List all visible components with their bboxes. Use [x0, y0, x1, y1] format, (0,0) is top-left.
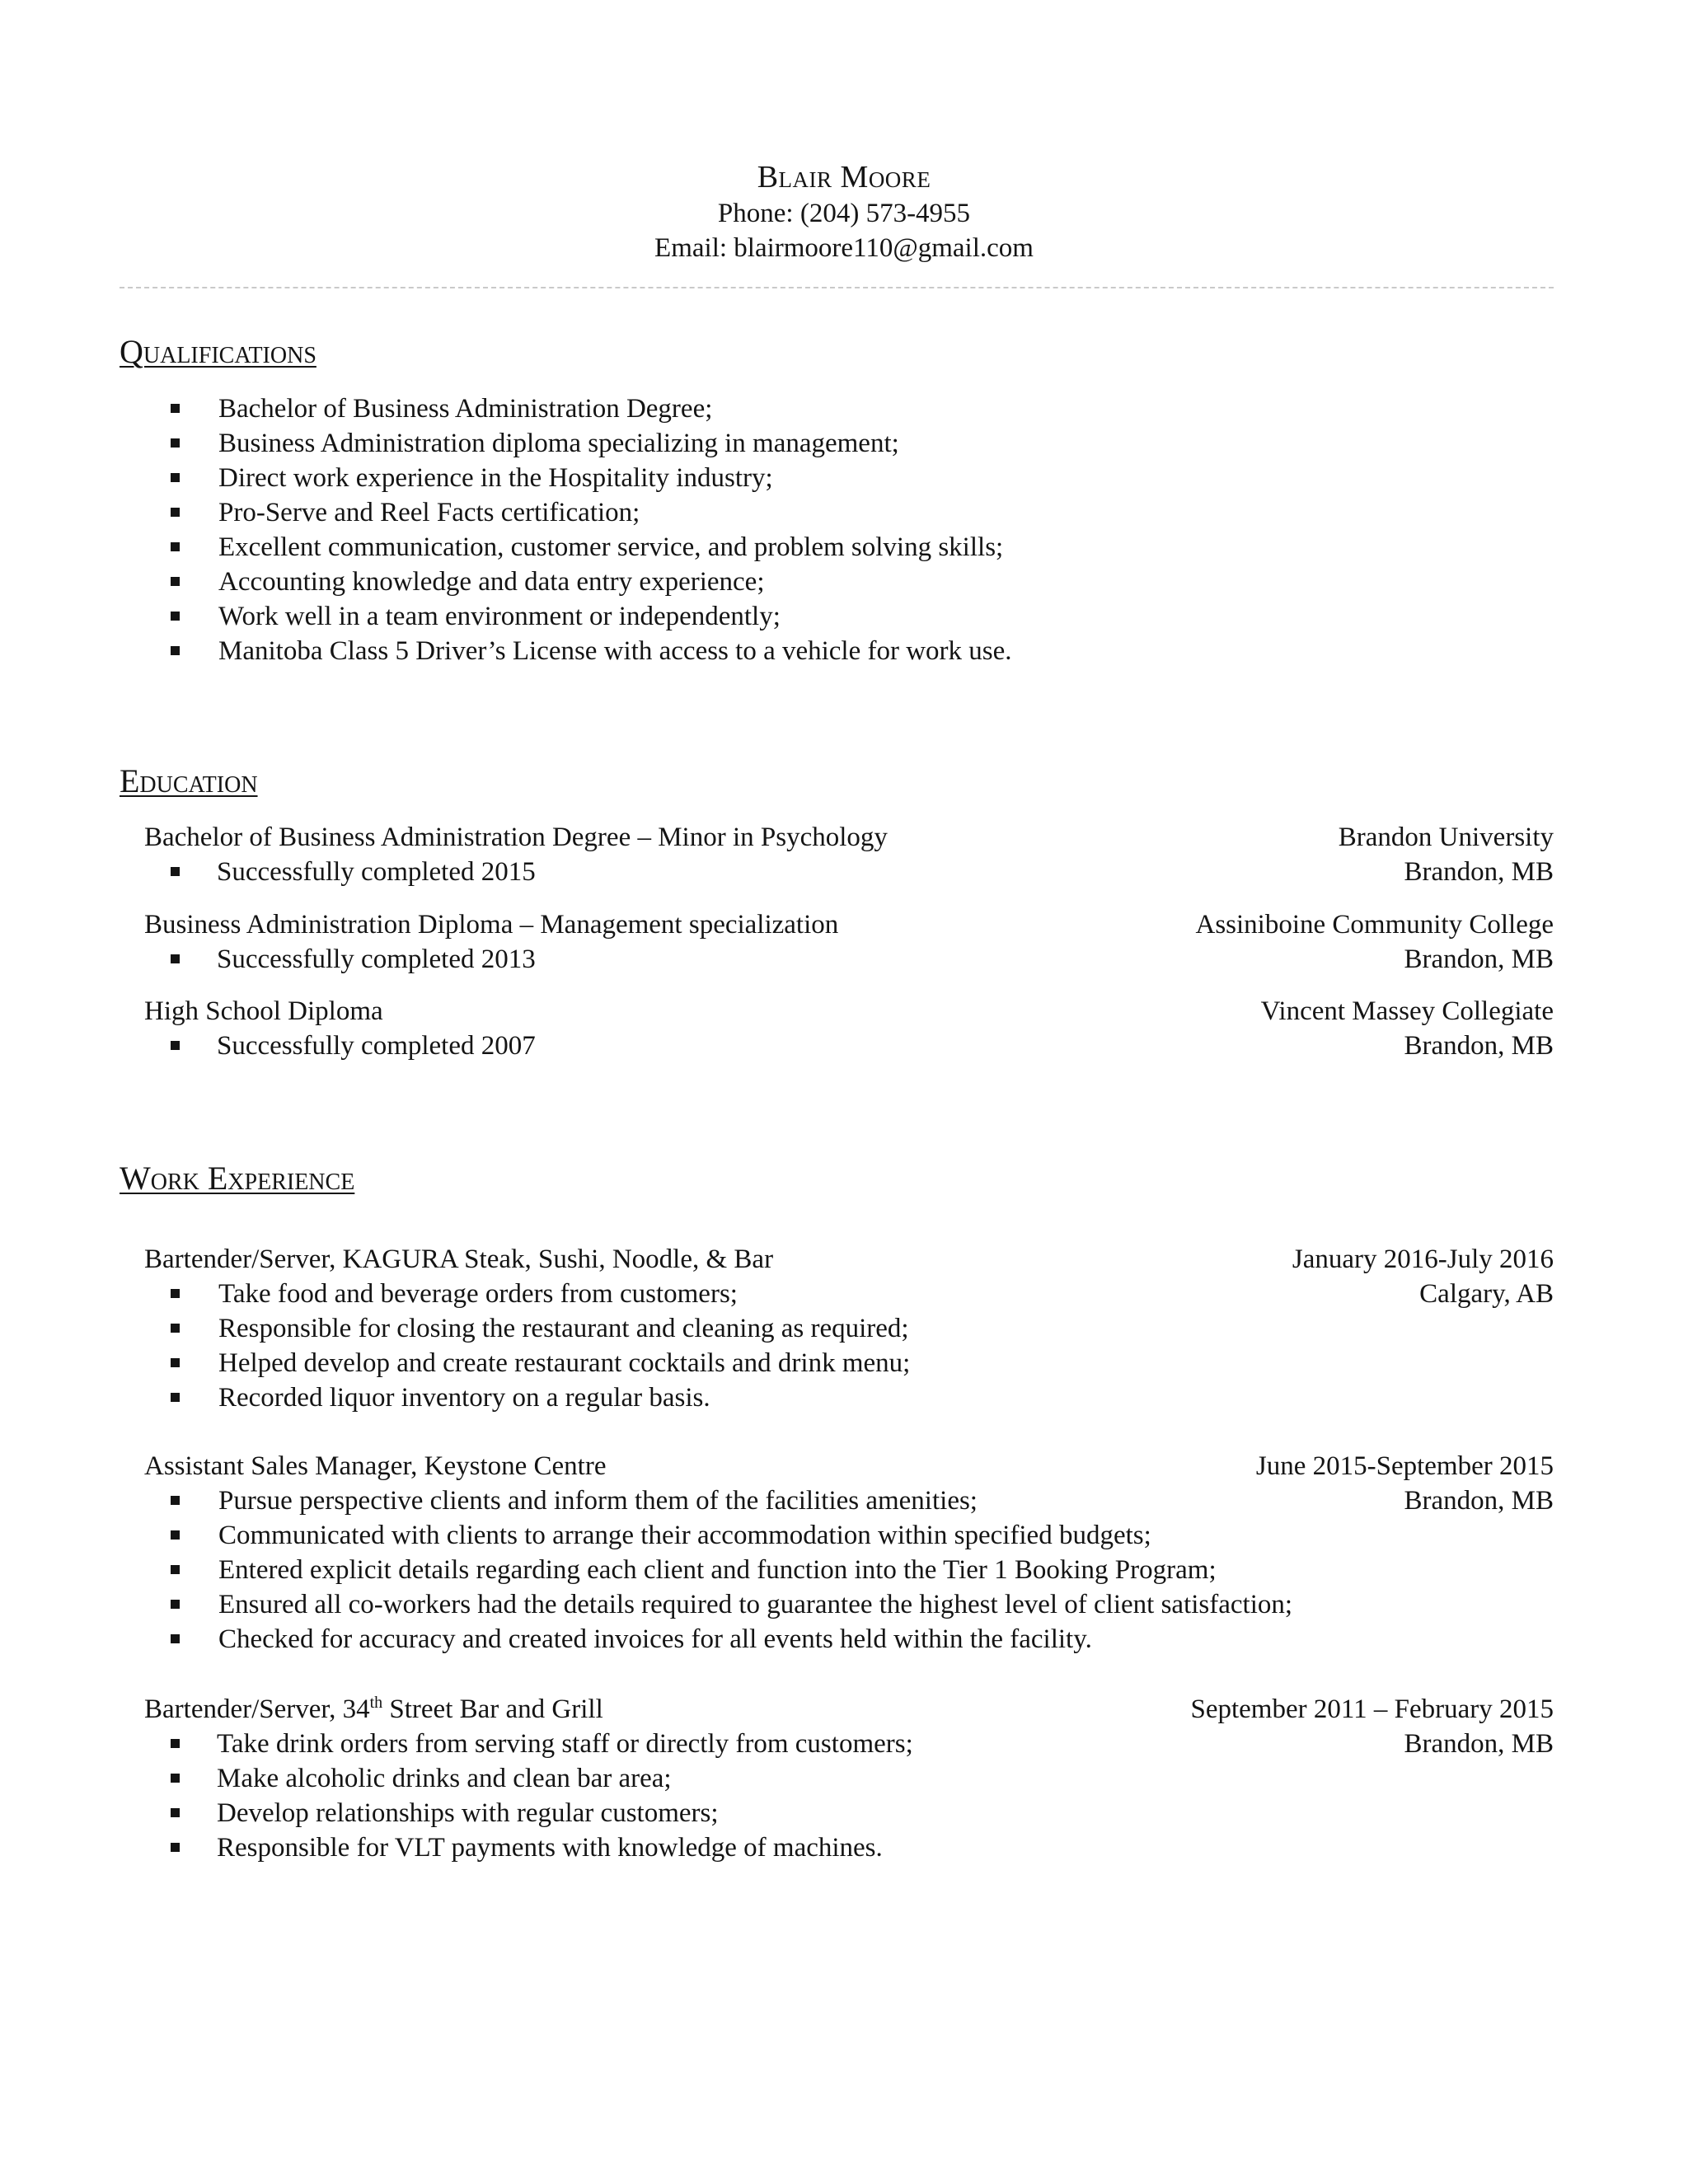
job-location: Calgary, AB	[1419, 1279, 1554, 1309]
square-bullet-icon	[171, 438, 180, 448]
list-item: Take drink orders from serving staff or directly from customers; Brandon, MB	[120, 1727, 1554, 1761]
square-bullet-icon	[171, 1843, 180, 1852]
qualifications-heading: Qualifications	[120, 333, 316, 370]
list-item: Take food and beverage orders from customers; Calgary, AB	[120, 1277, 1554, 1311]
list-item: Manitoba Class 5 Driver’s License with access to a vehicle for work use.	[120, 634, 1554, 668]
square-bullet-icon	[171, 1530, 180, 1540]
education-entry	[120, 907, 1554, 977]
qualifications-list	[120, 391, 1554, 668]
square-bullet-icon	[171, 612, 180, 621]
list-item: Helped develop and create restaurant cocktails and drink menu;	[120, 1346, 1554, 1380]
square-bullet-icon	[171, 508, 180, 517]
list-item: Accounting knowledge and data entry experience;	[120, 565, 1554, 599]
list-item: Communicated with clients to arrange their accommodation within specified budgets;	[120, 1518, 1554, 1553]
job-title: Assistant Sales Manager, Keystone Centre	[144, 1451, 607, 1481]
list-item: Entered explicit details regarding each client and function into the Tier 1 Booking Program;	[120, 1553, 1554, 1587]
institution-location: Brandon, MB	[1404, 1031, 1554, 1061]
job-entry	[120, 1692, 1554, 1865]
square-bullet-icon	[171, 577, 180, 586]
list-item: Checked for accuracy and created invoices for all events held within the facility.	[120, 1622, 1554, 1657]
header-divider	[120, 287, 1554, 288]
square-bullet-icon	[171, 1808, 180, 1817]
square-bullet-icon	[171, 473, 180, 482]
square-bullet-icon	[171, 404, 180, 413]
square-bullet-icon	[171, 1600, 180, 1609]
list-item: Work well in a team environment or independently;	[120, 599, 1554, 634]
resume-header	[0, 158, 1688, 265]
square-bullet-icon	[171, 1324, 180, 1333]
degree-title: High School Diploma	[144, 996, 383, 1026]
institution-name: Brandon University	[1338, 823, 1554, 852]
list-item: Responsible for closing the restaurant and cleaning as required;	[120, 1311, 1554, 1346]
degree-title: Bachelor of Business Administration Degree – Minor in Psychology	[144, 823, 888, 852]
square-bullet-icon	[171, 1041, 180, 1050]
square-bullet-icon	[171, 954, 180, 963]
list-item: Ensured all co-workers had the details required to guarantee the highest level of client satisfaction;	[120, 1587, 1554, 1622]
phone-number: Phone: (204) 573-4955	[717, 199, 971, 228]
list-item: Business Administration diploma specializing in management;	[120, 426, 1554, 461]
job-dates: September 2011 – February 2015	[1190, 1694, 1554, 1724]
list-item: Make alcoholic drinks and clean bar area;	[120, 1761, 1554, 1796]
list-item: Recorded liquor inventory on a regular basis.	[120, 1380, 1554, 1415]
square-bullet-icon	[171, 1634, 180, 1643]
job-title: Bartender/Server, KAGURA Steak, Sushi, Noodle, & Bar	[144, 1244, 774, 1274]
education-entry	[120, 994, 1554, 1063]
completion-detail: Successfully completed 2015	[217, 857, 536, 887]
completion-detail: Successfully completed 2007	[217, 1031, 536, 1061]
list-item: Pro-Serve and Reel Facts certification;	[120, 495, 1554, 530]
square-bullet-icon	[171, 1774, 180, 1783]
square-bullet-icon	[171, 1289, 180, 1298]
job-duties-list	[120, 1277, 1554, 1415]
completion-detail: Successfully completed 2013	[217, 944, 536, 974]
list-item: Direct work experience in the Hospitality industry;	[120, 461, 1554, 495]
degree-title: Business Administration Diploma – Management specialization	[144, 910, 839, 940]
square-bullet-icon	[171, 1739, 180, 1748]
institution-location: Brandon, MB	[1404, 944, 1554, 974]
list-item: Pursue perspective clients and inform them of the facilities amenities; Brandon, MB	[120, 1483, 1554, 1518]
square-bullet-icon	[171, 1565, 180, 1574]
job-title: Bartender/Server, 34th Street Bar and Grill	[144, 1694, 603, 1724]
education-heading: Education	[120, 762, 258, 799]
list-item: Responsible for VLT payments with knowledge of machines.	[120, 1830, 1554, 1865]
square-bullet-icon	[171, 867, 180, 876]
list-item: Bachelor of Business Administration Degree;	[120, 391, 1554, 426]
list-item: Develop relationships with regular customers;	[120, 1796, 1554, 1830]
job-duties-list	[120, 1727, 1554, 1865]
institution-location: Brandon, MB	[1404, 857, 1554, 887]
list-item: Excellent communication, customer service, and problem solving skills;	[120, 530, 1554, 565]
job-location: Brandon, MB	[1404, 1486, 1554, 1516]
job-location: Brandon, MB	[1404, 1729, 1554, 1759]
job-entry	[120, 1242, 1554, 1415]
candidate-name: Blair Moore	[757, 160, 931, 194]
square-bullet-icon	[171, 1358, 180, 1367]
job-duties-list	[120, 1483, 1554, 1657]
email-address: Email: blairmoore110@gmail.com	[654, 233, 1034, 263]
square-bullet-icon	[171, 1496, 180, 1505]
job-dates: January 2016-July 2016	[1292, 1244, 1554, 1274]
square-bullet-icon	[171, 646, 180, 655]
job-dates: June 2015-September 2015	[1255, 1451, 1554, 1481]
institution-name: Vincent Massey Collegiate	[1260, 996, 1554, 1026]
work-experience-heading: Work Experience	[120, 1160, 355, 1197]
education-entry	[120, 820, 1554, 889]
square-bullet-icon	[171, 1393, 180, 1402]
square-bullet-icon	[171, 542, 180, 551]
institution-name: Assiniboine Community College	[1195, 910, 1554, 940]
job-entry	[120, 1449, 1554, 1657]
